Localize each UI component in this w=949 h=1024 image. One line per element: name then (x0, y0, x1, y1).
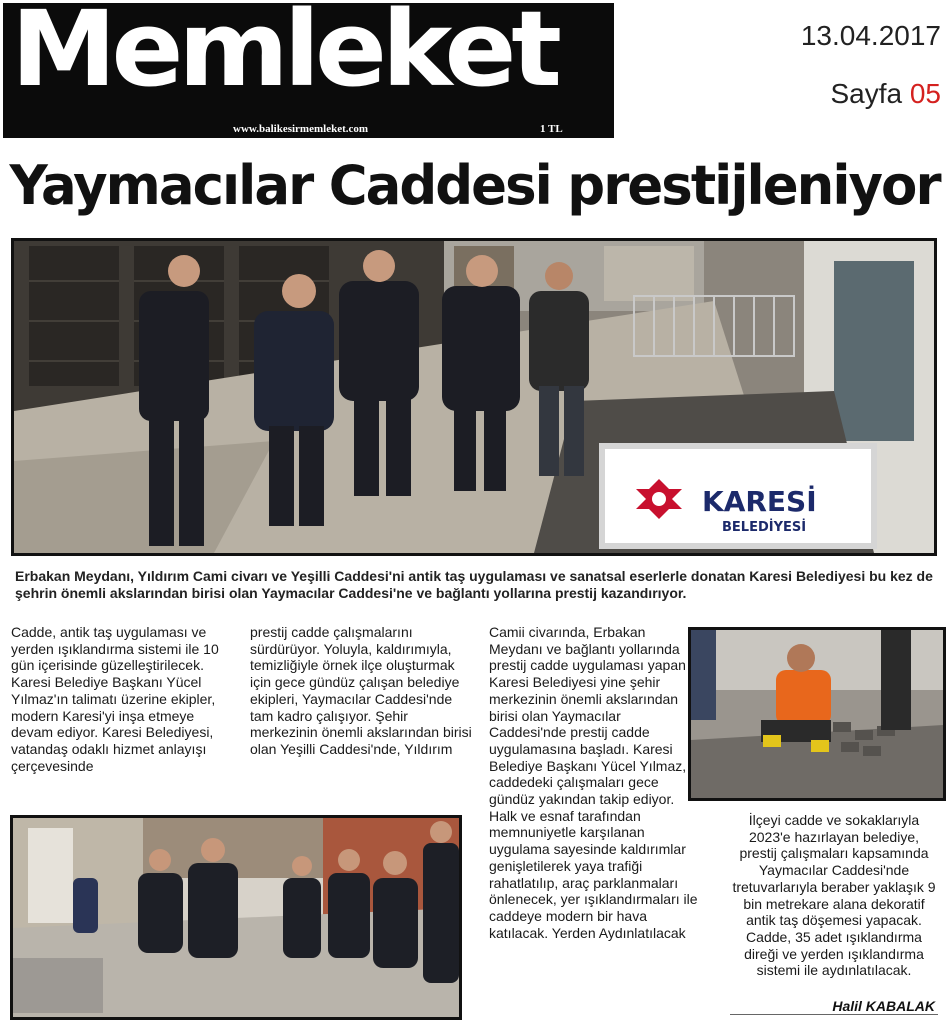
sign-sub: BELEDİYESİ (722, 520, 807, 535)
street-walk-illustration (13, 818, 459, 1017)
page-word: Sayfa (830, 78, 903, 109)
main-photo-illustration (14, 241, 934, 553)
worker-photo (688, 627, 946, 801)
price: 1 TL (540, 123, 563, 135)
worker-photo-illustration (691, 630, 943, 798)
sign-brand: KARESİ (702, 485, 817, 518)
article-column-1: Cadde, antik taş uygulaması ve yerden ışıklandırma sistemi ile 10 gün içerisinde güzelleştirilecek. Karesi Belediye Başkanı Yücel Yılmaz'ın talimatı üzerine ekipler, modern Karesi'yi inşa etmeye devam ediyor. Karesi Belediyesi, vatandaş odaklı hizmet anlayışı çerçevesinde (11, 624, 219, 774)
headline: Yaymacılar Caddesi prestijleniyor (9, 154, 940, 217)
street-walk-photo (10, 815, 462, 1020)
page-number (830, 78, 941, 110)
main-photo (11, 238, 937, 556)
article-column-3: Camii civarında, Erbakan Meydanı ve bağlantı yollarında prestij cadde uygulaması yapan Karesi Belediyesi yine şehir merkezinin önemli akslarından birisi olan Yaymacılar Caddesi'nde prestij cadde uygulamasına başladı. Karesi Belediye Başkanı Yücel Yılmaz, caddedeki çalışmaları gece gündüz yakından takip ediyor. Halk ve esnaf tarafından memnuniyetle karşılanan uygulama sayesinde kaldırımlar genişletilerek yaya trafiği rahatlatılıp, araç parklanmaları önlenecek, yer ışıklandırmaları ile caddeye modern bir hava katılacak. Yerden Aydınlatılacak (489, 624, 698, 941)
issue-date: 13.04.2017 (800, 20, 941, 51)
page-digits: 05 (909, 78, 941, 109)
byline-rule (730, 1014, 938, 1015)
website-url[interactable]: www.balikesirmemleket.com (233, 123, 369, 135)
article-column-4: İlçeyi cadde ve sokaklarıyla 2023'e hazırlayan belediye, prestij çalışmaları kapsamında Yaymacılar Caddesi'nde tretuvarlarıyla beraber yaklaşık 9 bin metrekare alana dekoratif antik taş döşemesi yapacak. Cadde, 35 adet ışıklandırma direği ve yerden ışıklandırma sistemi ile aydınlatılacak. (732, 812, 936, 979)
lead-paragraph: Erbakan Meydanı, Yıldırım Cami civarı ve Yeşilli Caddesi'ni antik taş uygulaması ve sanatsal eserlerle donatan Karesi Belediyesi bu kez de şehrin önemli akslarından birisi olan Yaymacılar Caddesi'ne ve bağlantı yollarına prestij kazandırıyor. (15, 568, 933, 601)
article-column-2: prestij cadde çalışmalarını sürdürüyor. Yoluyla, kaldırımıyla, temizliğiyle örnek ilçe oluşturmak için gece gündüz çalışan belediye ekipleri, Yaymacılar Caddesi'nde tam kadro çalışıyor. Şehir merkezinin önemli akslarından birisi olan Yeşilli Caddesi'nde, Yıldırım (250, 624, 472, 757)
newspaper-logo: Memleket (11, 0, 557, 110)
masthead (3, 0, 614, 138)
byline: Halil KABALAK (832, 998, 935, 1014)
